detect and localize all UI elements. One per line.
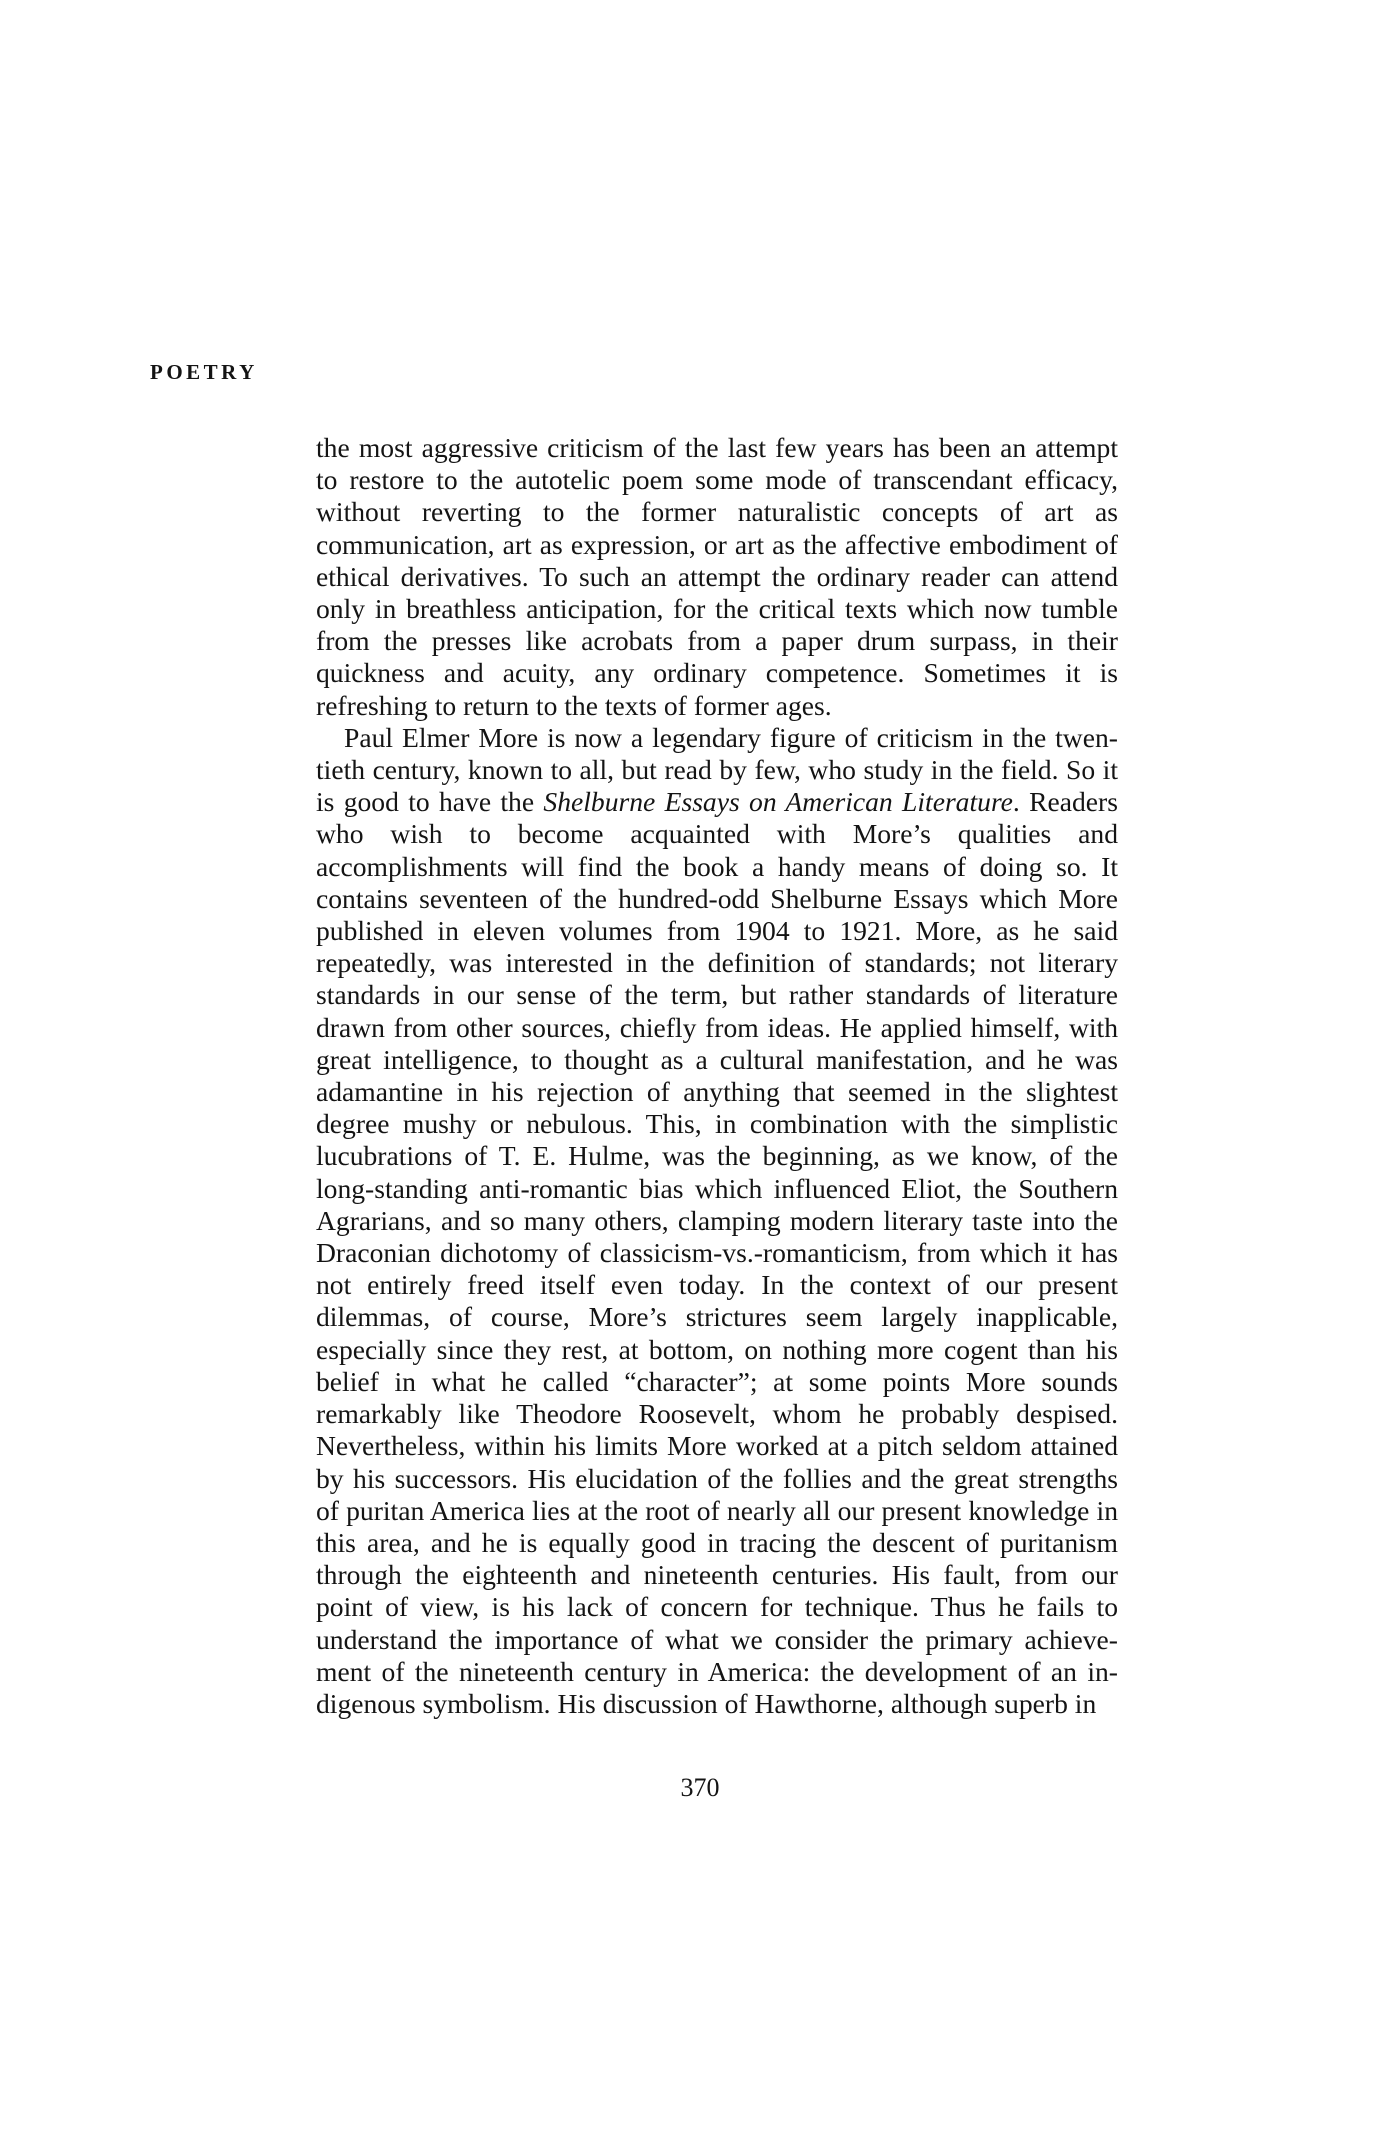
- paragraph-2-continuation: . Readers who wish to become acquainted with More’s qualities and accomplishments will find the book a handy means of doing so. It contains seventeen of the hundred-odd Shelburne Essays which More published in eleven volumes from 1904 to 1921. More, as he said repeatedly, was interested in the definition of standards; not literary standards in our sense of the term, but rather standards of literature drawn from other sources, chiefly from ideas. He applied himself, with great intelligence, to thought as a cultural manifestation, and he was adamantine in his rejection of anything that seemed in the slightest degree mushy or nebulous. This, in combination with the simplistic lucubrations of T. E. Hulme, was the beginning, as we know, of the long-standing anti-romantic bias which influenced Eliot, the Southern Agrarians, and so many others, clamping modern literary taste into the Draconian dichotomy of classicism-vs.-romanticism, from which it has not entirely freed itself even today. In the context of our present dilemmas, of course, More’s strictures seem largely inapplicable, especially since they rest, at bottom, on nothing more cogent than his belief in what he called “character”; at some points More sounds remarkably like Theodore Roosevelt, whom he probably despised. Nevertheless, within his limits More worked at a pitch seldom attained by his successors. His elucidation of the follies and the great strengths of puritan America lies at the root of nearly all our present knowledge in this area, and he is equally good in tracing the descent of puritanism through the eighteenth and nineteenth centuries. His fault, from our point of view, is his lack of concern for technique. Thus he fails to understand the importance of what we consider the primary achievement of the nineteenth century in America: the development of an indigenous symbolism. His discussion of Hawthorne, although superb in: [316, 786, 1118, 1719]
- paragraph-1: the most aggressive criticism of the last few years has been an attempt to restore to the autotelic poem some mode of transcendant efficacy, without reverting to the former naturalistic concepts of art as communication, art as expression, or art as the affective embodiment of ethical derivatives. To such an attempt the ordinary reader can attend only in breathless anticipation, for the critical texts which now tumble from the presses like acrobats from a paper drum surpass, in their quickness and acuity, any ordinary competence. Sometimes it is refreshing to return to the texts of former ages.: [316, 432, 1118, 721]
- paragraph-2: [316, 722, 1118, 1720]
- page-number: 370: [680, 1773, 720, 1802]
- book-title: Shelburne Essays on American Literature: [543, 786, 1013, 818]
- paragraph-2-opening: Paul Elmer More is now a legendary figure of criticism in the twentieth century, known to all, but read by few, who study in the field. So it is good to have the: [316, 721, 1118, 818]
- article-body: [316, 432, 1118, 1720]
- running-head: POETRY: [150, 360, 258, 384]
